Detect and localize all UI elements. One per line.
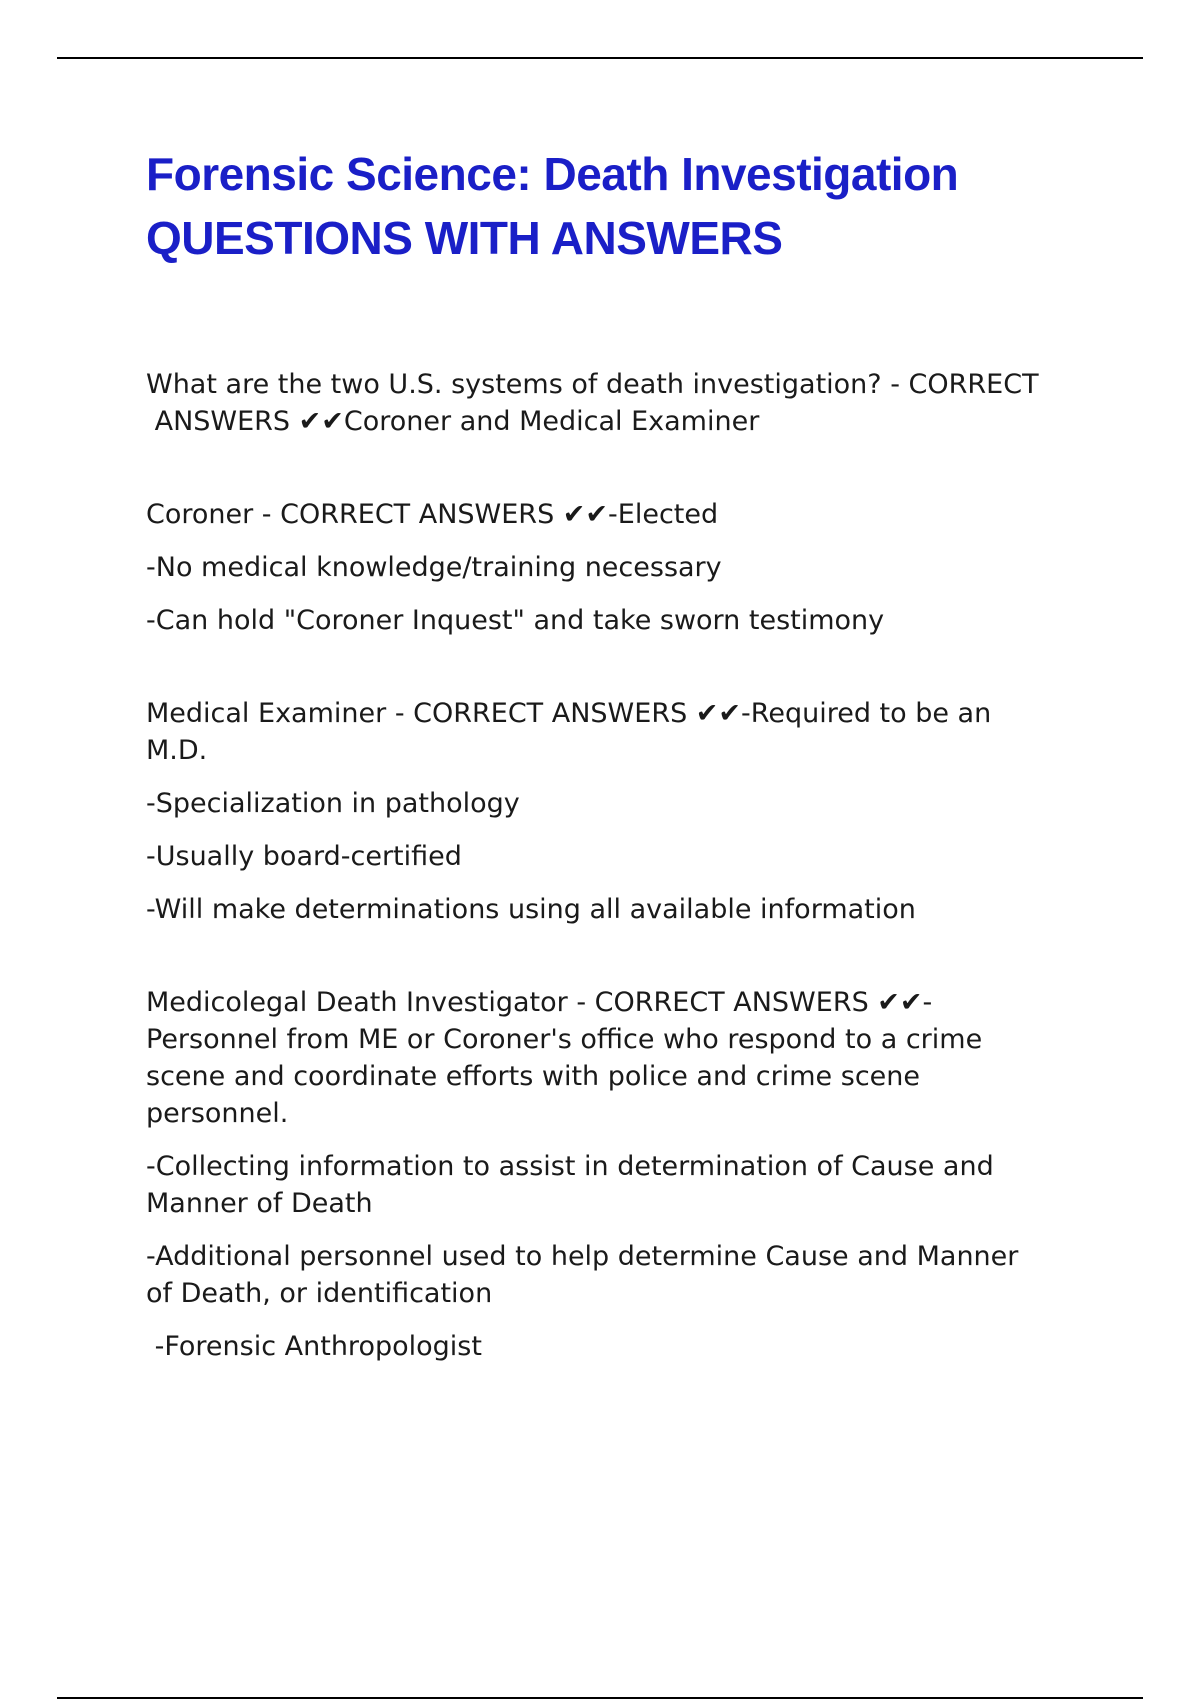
- qa-detail: -Can hold "Coroner Inquest" and take sworn testimony: [146, 605, 885, 636]
- qa-entry-systems: [146, 366, 1106, 440]
- bottom-divider: [57, 1697, 1143, 1699]
- qa-detail: -Additional personnel used to help determine Cause and Manner of Death, or identification: [146, 1241, 1019, 1309]
- document-title: [146, 142, 1106, 270]
- qa-detail: -Forensic Anthropologist: [146, 1331, 482, 1362]
- qa-detail: -Usually board-certified: [146, 841, 462, 872]
- title-line-1: Forensic Science: Death Investigation: [146, 148, 959, 200]
- qa-text: Medicolegal Death Investigator - CORRECT ANSWERS ✔✔- Personnel from ME or Coroner's office who respond to a crime scene and coordinate efforts with police and crime scene personnel.: [146, 987, 983, 1129]
- qa-entry-coroner: [146, 496, 1106, 639]
- qa-text: What are the two U.S. systems of death investigation? - CORRECT ANSWERS ✔✔Coroner and Medical Examiner: [146, 369, 1039, 437]
- qa-detail: -Collecting information to assist in determination of Cause and Manner of Death: [146, 1151, 994, 1219]
- top-divider: [57, 57, 1143, 59]
- qa-list: [146, 366, 1106, 1421]
- qa-detail: -Specialization in pathology: [146, 788, 520, 819]
- title-line-2: QUESTIONS WITH ANSWERS: [146, 212, 783, 264]
- qa-text: Coroner - CORRECT ANSWERS ✔✔-Elected: [146, 499, 719, 530]
- qa-detail: -No medical knowledge/training necessary: [146, 552, 722, 583]
- qa-entry-medical-examiner: [146, 695, 1106, 928]
- qa-entry-medicolegal-investigator: [146, 984, 1106, 1365]
- qa-detail: -Will make determinations using all available information: [146, 894, 916, 925]
- qa-text: Medical Examiner - CORRECT ANSWERS ✔✔-Required to be an M.D.: [146, 698, 992, 766]
